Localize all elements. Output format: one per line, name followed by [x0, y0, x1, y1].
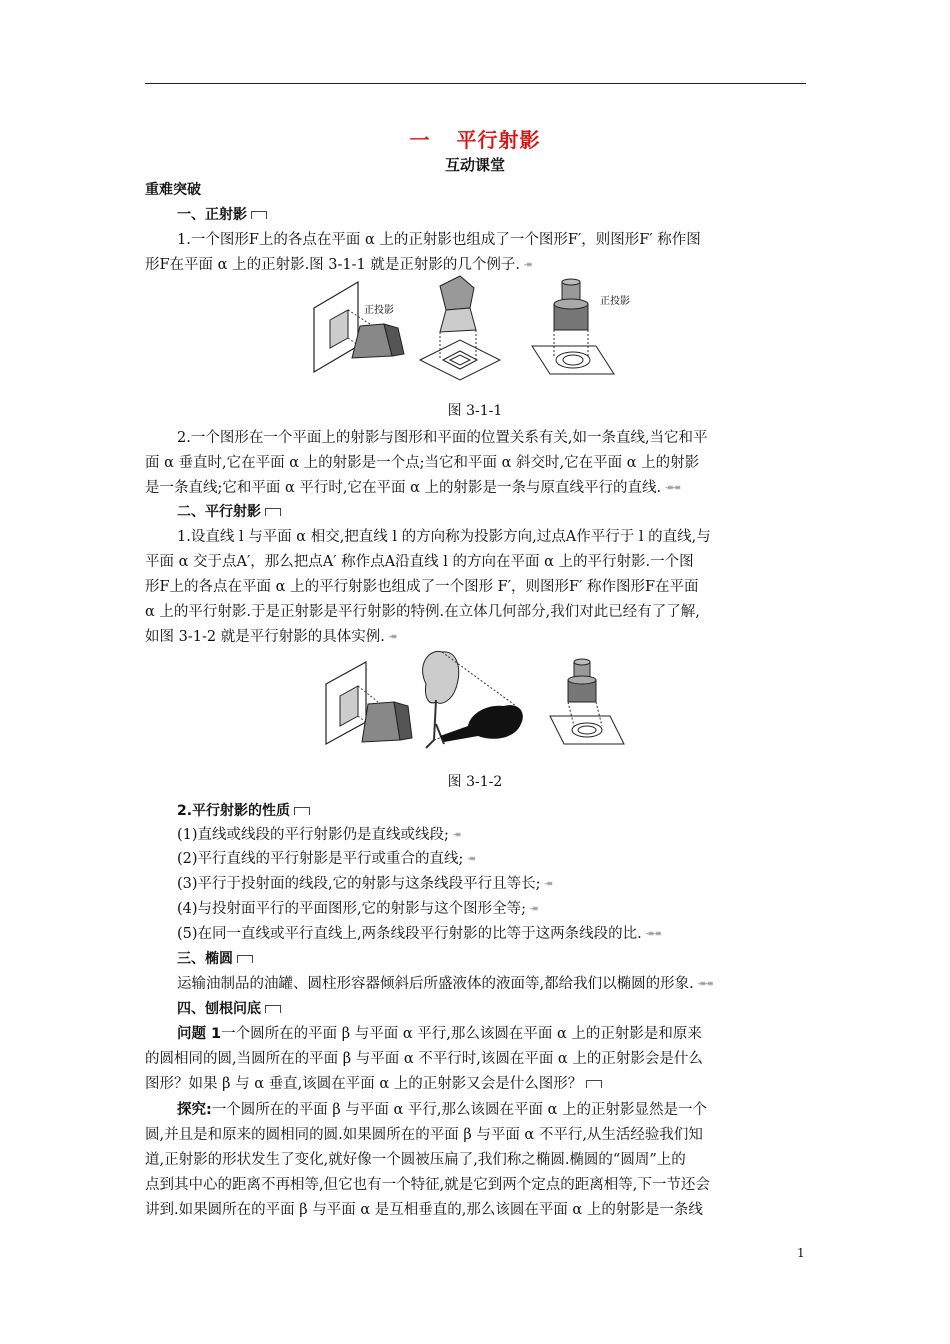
explore-line-3: 道,正射影的形状发生了变化,就好像一个圆被压扁了,我们称之椭圆.椭圆的“圆周”上的	[145, 1152, 686, 1168]
audio-mark-icon: -≡	[452, 830, 461, 839]
explore-line-5: 讲到.如果圆所在的平面 β 与平面 α 是互相垂直的,那么该圆在平面 α 上的射影是一条线	[145, 1202, 703, 1218]
heading-properties-text: 2.平行射影的性质	[177, 803, 291, 819]
heading-orthographic	[177, 201, 840, 229]
figure-1-label-b: 正投影	[600, 296, 630, 307]
explore-line-4: 点到其中心的距离不再相等,但它也有一个特征,就是它到两个定点的距离相等,下一节还会	[145, 1177, 710, 1193]
question-line-1-text: 一个圆所在的平面 β 与平面 α 平行,那么该圆在平面 α 上的正射影是和原来	[221, 1026, 702, 1042]
audio-mark-icon: -≡	[544, 879, 552, 888]
heading-parallel	[177, 498, 840, 526]
question-line-1	[145, 1020, 808, 1048]
question-line-2: 的圆相同的圆,当圆所在的平面 β 与平面 α 不平行时,该圆在平面 α 上的正射影会是什么	[145, 1051, 703, 1067]
figure-3-1-2	[318, 644, 628, 762]
explore-line-1-text: 一个圆所在的平面 β 与平面 α 平行,那么该圆在平面 α 上的正射影显然是一个	[211, 1102, 708, 1118]
heading-orthographic-text: 一、正射影	[177, 207, 247, 223]
link-mark-icon	[237, 955, 253, 963]
paragraph-1-line-2-text: 形F在平面 α 上的正射影.图 3-1-1 就是正射影的几个例子.	[145, 257, 520, 273]
figure-caption-2: 图 3-1-2	[447, 774, 503, 790]
property-item-4-text: (4)与投射面平行的平面图形,它的射影与这个图形全等;	[177, 901, 527, 917]
link-mark-icon	[265, 1005, 281, 1013]
link-mark-icon	[265, 508, 281, 516]
heading-dig	[177, 995, 840, 1023]
paragraph-ellipse-text: 运输油制品的油罐、圆柱形容器倾斜后所盛液体的液面等,都给我们以椭圆的形象.	[177, 976, 694, 992]
paragraph-3-line-1: 1.设直线 l 与平面 α 相交,把直线 l 的方向称为投影方向,过点A作平行于 l 的直线,与	[177, 529, 711, 545]
paragraph-3-line-5-text: 如图 3-1-2 就是平行射影的具体实例.	[145, 629, 385, 645]
question-line-3	[145, 1070, 808, 1098]
paragraph-2-line-3-text: 是一条直线;它和平面 α 平行时,它在平面 α 上的射影是一条与原直线平行的直线.	[145, 480, 662, 496]
property-item-1-text: (1)直线或线段的平行射影仍是直线或线段;	[177, 827, 449, 843]
audio-mark-icon: -≡-≡	[645, 929, 661, 938]
audio-mark-icon: -≡-≡	[697, 979, 713, 988]
audio-mark-icon: -≡	[530, 904, 538, 913]
link-mark-icon	[294, 807, 310, 815]
property-item-4	[177, 895, 807, 923]
paragraph-2-line-2: 面 α 垂直时,它在平面 α 上的射影是一个点;当它和平面 α 斜交时,它在平面 α 上的射影	[145, 455, 700, 471]
explore-line-2: 圆,并且是和原来的圆相同的圆.如果圆所在的平面 β 与平面 α 不平行,从生活经验我们知	[145, 1127, 703, 1143]
heading-ellipse	[177, 945, 840, 973]
title-number: 一	[409, 128, 431, 152]
property-item-3-text: (3)平行于投射面的线段,它的射影与这条线段平行且等长;	[177, 876, 541, 892]
heading-dig-text: 四、刨根问底	[177, 1001, 261, 1017]
title-text: 平行射影	[456, 128, 541, 152]
figure-3-1-1	[300, 268, 630, 393]
paragraph-3-line-3: 形F上的各点在平面 α 上的平行射影也组成了一个图形 F′，则图形F′ 称作图形F在平面	[145, 579, 699, 595]
page-number: 1	[797, 1246, 805, 1260]
explore-label: 探究:	[177, 1102, 212, 1118]
link-mark-icon	[586, 1080, 602, 1088]
audio-mark-icon: -≡	[467, 854, 475, 863]
figure-1-label-a: 正投影	[364, 305, 394, 316]
subtitle: 互动课堂	[444, 156, 505, 174]
paragraph-3-line-2: 平面 α 交于点A′，那么把点A′ 称作点A沿直线 l 的方向在平面 α 上的平行射影.一个图	[145, 554, 694, 570]
property-item-2-text: (2)平行直线的平行射影是平行或重合的直线;	[177, 851, 464, 867]
property-item-2	[177, 845, 807, 873]
question-line-3-text: 图形？如果 β 与 α 垂直,该圆在平面 α 上的正射影又会是什么图形？	[145, 1076, 583, 1092]
audio-mark-icon: -≡-≡	[665, 483, 680, 492]
section-heading: 重难突破	[145, 182, 201, 198]
heading-parallel-text: 二、平行射影	[177, 504, 261, 520]
property-item-3	[177, 870, 807, 898]
explore-line-1	[145, 1096, 808, 1124]
audio-mark-icon: -≡	[388, 632, 397, 641]
figure-caption-1: 图 3-1-1	[447, 403, 503, 419]
paragraph-2-line-1: 2.一个图形在一个平面上的射影与图形和平面的位置关系有关,如一条直线,当它和平	[177, 430, 708, 446]
link-mark-icon	[251, 211, 267, 219]
question-label: 问题 1	[177, 1026, 222, 1042]
header-rule	[145, 83, 806, 84]
audio-mark-icon: -≡	[523, 260, 532, 269]
paragraph-1-line-1: 1.一个图形F上的各点在平面 α 上的正射影也组成了一个图形F′，则图形F′ 称作图	[177, 232, 701, 248]
page-title	[0, 124, 950, 153]
paragraph-3-line-4: α 上的平行射影.于是正射影是平行射影的特例.在立体几何部分,我们对此已经有了了解,	[145, 604, 700, 620]
heading-ellipse-text: 三、椭圆	[177, 951, 233, 967]
property-item-5	[177, 920, 807, 948]
property-item-5-text: (5)在同一直线或平行直线上,两条线段平行射影的比等于这两条线段的比.	[177, 926, 642, 942]
paragraph-ellipse	[177, 970, 807, 998]
